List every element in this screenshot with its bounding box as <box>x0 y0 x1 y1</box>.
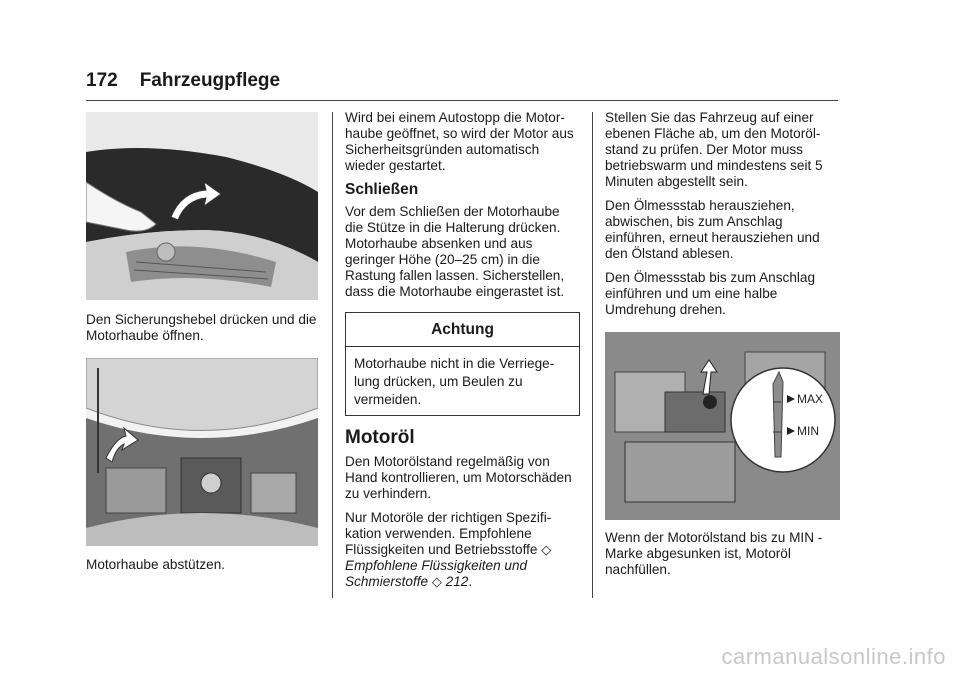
column-2 <box>345 110 580 598</box>
oil-spec-paragraph <box>345 510 580 590</box>
min-label: MIN <box>797 424 819 438</box>
fluids-page-ref[interactable]: 212 <box>445 574 469 589</box>
caution-title: Achtung <box>346 313 579 347</box>
page-title: Fahrzeugpflege <box>139 70 281 91</box>
caption-refill: Wenn der Motorölstand bis zu MIN -Marke abgesunken ist, Motoröl nachfüllen. <box>605 530 823 577</box>
level-prep-paragraph: Stellen Sie das Fahrzeug auf einer ebenen Fläche ab, um den Motorölstand zu prüfen. Der Motor muss betriebswarm und mindestens seit 5 Minuten abgestellt sein. <box>605 110 823 189</box>
header-rule <box>86 100 838 101</box>
autostop-paragraph: Wird bei einem Autostopp die Motorhaube geöffnet, so wird der Motor aus Sicherheitsgründen automatisch wieder gestartet. <box>345 110 574 173</box>
closing-paragraph: Vor dem Schließen der Motorhaube die Stütze in die Halterung drücken. Motorhaube absenken und aus geringer Höhe (20–25 cm) in die Rastung fallen lassen. Sicherstellen, dass die Motorhaube eingerastet ist. <box>345 204 565 299</box>
hood-open-illustration <box>86 112 318 300</box>
closing-heading: Schließen <box>345 181 419 198</box>
page-header <box>86 70 280 92</box>
reference-arrow-icon: ◇ <box>431 574 442 589</box>
dipstick-illustration <box>605 332 840 520</box>
oil-spec-text: Nur Motoröle der richtigen Spezifikation verwenden. Empfohlene Flüssigkeiten und Betriebsstoffe <box>345 510 552 557</box>
period: . <box>468 574 473 589</box>
fluids-link[interactable]: Empfohlene Flüssigkeiten und Schmierstoffe <box>345 558 528 589</box>
max-label: MAX <box>797 392 824 406</box>
column-divider-2 <box>592 112 593 598</box>
caption-open-hood: Den Sicherungshebel drücken und die Motorhaube öffnen. <box>86 312 317 343</box>
caption-prop-hood: Motorhaube abstützen. <box>86 557 226 572</box>
page-number: 172 <box>86 70 118 91</box>
dipstick-insert-paragraph: Den Ölmessstab bis zum Anschlag einführen und um eine halbe Umdrehung drehen. <box>605 270 816 317</box>
oil-check-paragraph: Den Motorölstand regelmäßig von Hand kontrollieren, um Motorschäden zu verhindern. <box>345 454 572 501</box>
column-3 <box>605 110 840 326</box>
caution-notice <box>345 312 580 416</box>
reference-arrow-icon: ◇ <box>541 542 552 557</box>
column-divider-1 <box>332 112 333 598</box>
dipstick-read-paragraph: Den Ölmessstab herausziehen, abwischen, bis zum Anschlag einführen, erneut herausziehen und den Ölstand ablesen. <box>605 198 820 261</box>
watermark: carmanualsonline.info <box>721 644 946 669</box>
oil-heading: Motoröl <box>345 427 415 448</box>
hood-prop-illustration <box>86 358 318 546</box>
caution-text: Motorhaube nicht in die Verriegelung drücken, um Beulen zu vermeiden. <box>354 356 555 407</box>
